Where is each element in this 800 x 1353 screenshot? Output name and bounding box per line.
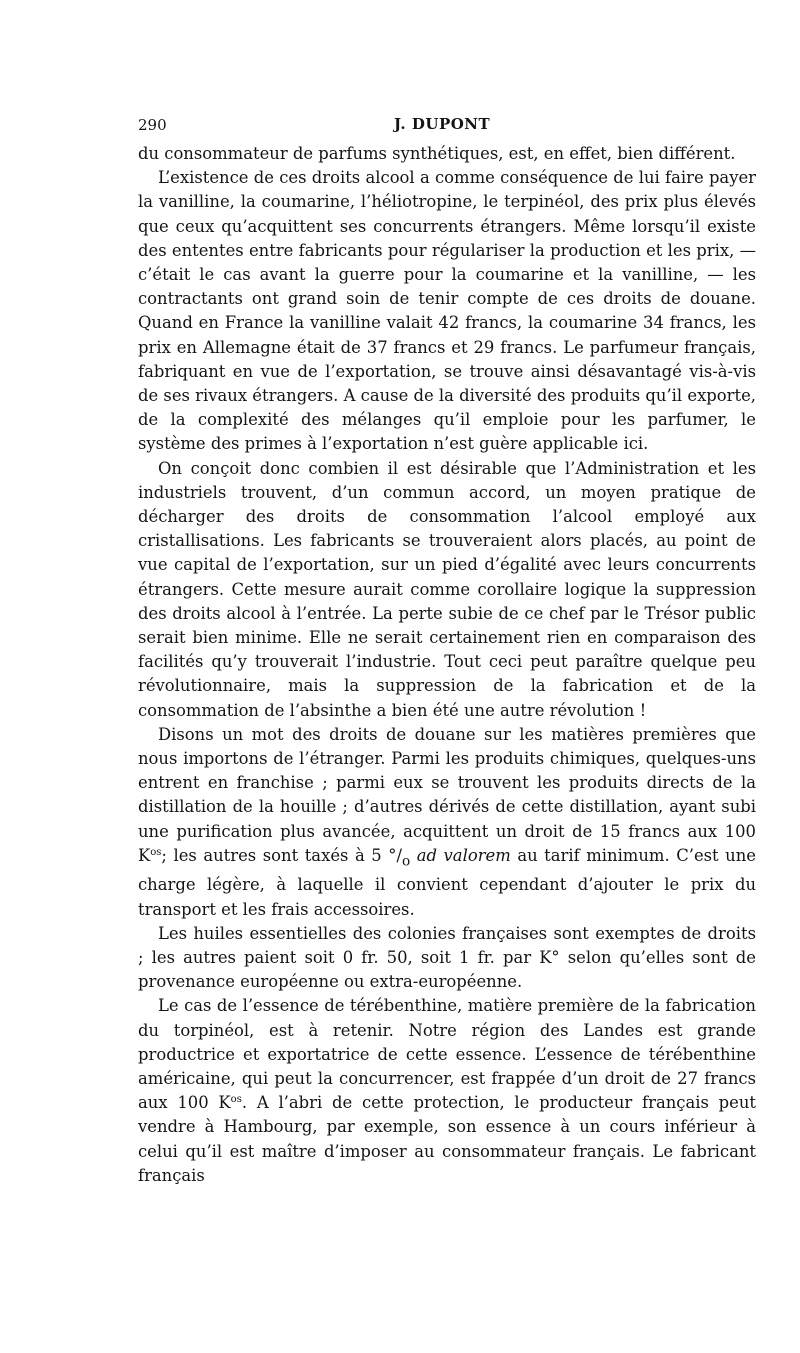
- book-page: [138, 114, 756, 1188]
- paragraph-text: Le cas de l’essence de térébenthine, matière première de la fabrication du torpinéol, est à retenir. Notre région des Landes est grande productrice et exportatrice de cette essence. L’essence de térébenthine américaine, qui peut la concurrencer, est frappée d’un droit de 27 francs aux 100 K: [138, 996, 756, 1113]
- paragraph-text: ; les autres sont taxés à 5 °/: [161, 845, 402, 865]
- paragraph: L’existence de ces droits alcool a comme conséquence de lui faire payer la vanilline, la coumarine, l’héliotropine, le terpinéol, des prix plus élevés que ceux qu’acquittent ses concurrents étrangers. Même lorsqu’il existe des ententes entre fabricants pour régulariser la production et les prix, — c’était le cas avant la guerre pour la coumarine et la vanilline, — les contractants ont grand soin de tenir compte de ces droits de douane. Quand en France la vanilline valait 42 francs, la coumarine 34 francs, les prix en Allemagne était de 37 francs et 29 francs. Le parfumeur français, fabriquant en vue de l’exportation, se trouve ainsi désavantagé vis-à-vis de ses rivaux étrangers. A cause de la diversité des produits qu’il exporte, de la complexité des mélanges qu’il emploie pour les parfumer, le système des primes à l’exportation n’est guère applicable ici.: [138, 168, 756, 454]
- paragraph-text: au tarif minimum. C’est une charge légère, à laquelle il convient cependant d’ajouter le prix du transport et les frais accessoires.: [138, 845, 756, 919]
- superscript: os: [150, 846, 162, 858]
- paragraph: [138, 994, 756, 1188]
- page-number: 290: [138, 116, 167, 134]
- paragraph: On conçoit donc combien il est désirable que l’Administration et les industriels trouvent, d’un commun accord, un moyen pratique de décharger des droits de consommation l’alcool employé aux cristallisations. Les fabricants se trouveraient alors placés, au point de vue capital de l’exportation, sur un pied d’égalité avec leurs concurrents étrangers. Cette mesure aurait comme corollaire logique la suppression des droits alcool à l’entrée. La perte subie de ce chef par le Trésor public serait bien minime. Elle ne serait certainement rien en comparaison des facilités qu’y trouverait l’industrie. Tout ceci peut paraître quelque peu révolutionnaire, mais la suppression de la fabrication et de la consommation de l’absinthe a bien été une autre révolution !: [138, 458, 756, 720]
- paragraph: Les huiles essentielles des colonies françaises sont exemptes de droits ; les autres paient soit 0 fr. 50, soit 1 fr. par K° selon qu’elles sont de provenance européenne ou extra-européenne.: [138, 923, 756, 992]
- paragraph: du consommateur de parfums synthétiques, est, en effet, bien différent.: [138, 144, 736, 163]
- italic-phrase: ad valorem: [416, 845, 511, 865]
- paragraph: [138, 723, 756, 922]
- paragraph-text: Disons un mot des droits de douane sur les matières premières que nous importons de l’étranger. Parmi les produits chimiques, quelques-uns entrent en franchise ; parmi eux se trouvent les produits directs de la distillation de la houille ; d’autres dérivés de cette distillation, ayant subi une purification plus avancée, acquittent un droit de 15 francs aux 100 K: [138, 724, 756, 865]
- page-header: [138, 114, 756, 142]
- body-text: [138, 142, 756, 1188]
- running-head-author: J. DUPONT: [394, 115, 491, 133]
- superscript: os: [230, 1094, 242, 1106]
- subscript: o: [401, 853, 411, 870]
- paragraph-text: . A l’abri de cette protection, le producteur français peut vendre à Hambourg, par exemple, son essence à un cours inférieur à celui qu’il est maître d’imposer au consommateur français. Le fabricant français: [138, 1093, 756, 1185]
